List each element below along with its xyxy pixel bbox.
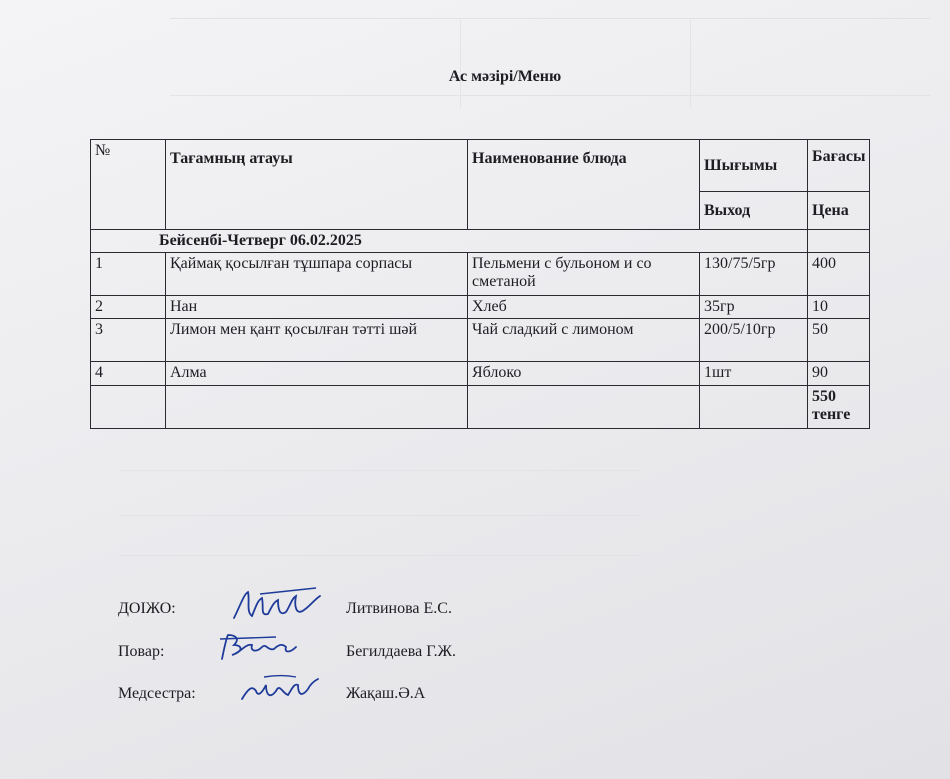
table-row [91, 296, 870, 319]
row-name-ru: Пельмени с бульоном и со сметаной [468, 253, 700, 296]
row-price: 90 [808, 362, 870, 386]
table-row [91, 253, 870, 296]
row-name-ru: Хлеб [468, 296, 700, 319]
row-name-kz: Лимон мен қант қосылған тәтті шәй [166, 319, 468, 362]
handwritten-signature-icon [230, 586, 325, 626]
header-name-kz: Тағамның атауы [166, 140, 468, 230]
handwritten-signature-icon [216, 629, 311, 669]
row-name-ru: Яблоко [468, 362, 700, 386]
signature-name: Жақаш.Ә.А [346, 685, 426, 702]
signature-role: Повар: [118, 643, 165, 660]
row-price: 10 [808, 296, 870, 319]
header-yield-kz: Шығымы [700, 140, 808, 192]
signature-name: Литвинова Е.С. [346, 600, 452, 617]
total-empty-cell [700, 386, 808, 429]
page-title: Ас мәзірі/Меню [448, 68, 562, 85]
total-row [91, 386, 870, 429]
row-number: 2 [91, 296, 166, 319]
row-yield: 35гр [700, 296, 808, 319]
handwritten-signature-icon [236, 671, 331, 711]
total-price: 550 тенге [808, 386, 870, 429]
header-row [91, 140, 870, 192]
row-name-kz: Қаймақ қосылған тұшпара сорпасы [166, 253, 468, 296]
total-empty-cell [468, 386, 700, 429]
signature-name: Бегилдаева Г.Ж. [346, 643, 456, 660]
header-price-ru: Цена [808, 192, 870, 230]
signature-role: ДОІЖО: [118, 600, 176, 617]
row-name-kz: Нан [166, 296, 468, 319]
header-yield-ru: Выход [700, 192, 808, 230]
table-row [91, 319, 870, 362]
row-price: 50 [808, 319, 870, 362]
row-number: 4 [91, 362, 166, 386]
day-row-empty-cell [808, 230, 870, 253]
row-name-kz: Алма [166, 362, 468, 386]
total-empty-cell [166, 386, 468, 429]
menu-table [90, 139, 870, 429]
day-label: Бейсенбі-Четверг 06.02.2025 [91, 230, 808, 253]
header-price-kz: Бағасы [808, 140, 870, 192]
row-number: 1 [91, 253, 166, 296]
row-yield: 130/75/5гр [700, 253, 808, 296]
row-yield: 1шт [700, 362, 808, 386]
table-row [91, 362, 870, 386]
row-name-ru: Чай сладкий с лимоном [468, 319, 700, 362]
row-number: 3 [91, 319, 166, 362]
header-name-ru: Наименование блюда [468, 140, 700, 230]
row-yield: 200/5/10гр [700, 319, 808, 362]
total-empty-cell [91, 386, 166, 429]
signature-role: Медсестра: [118, 685, 196, 702]
day-row [91, 230, 870, 253]
row-price: 400 [808, 253, 870, 296]
header-number: № [91, 140, 166, 230]
